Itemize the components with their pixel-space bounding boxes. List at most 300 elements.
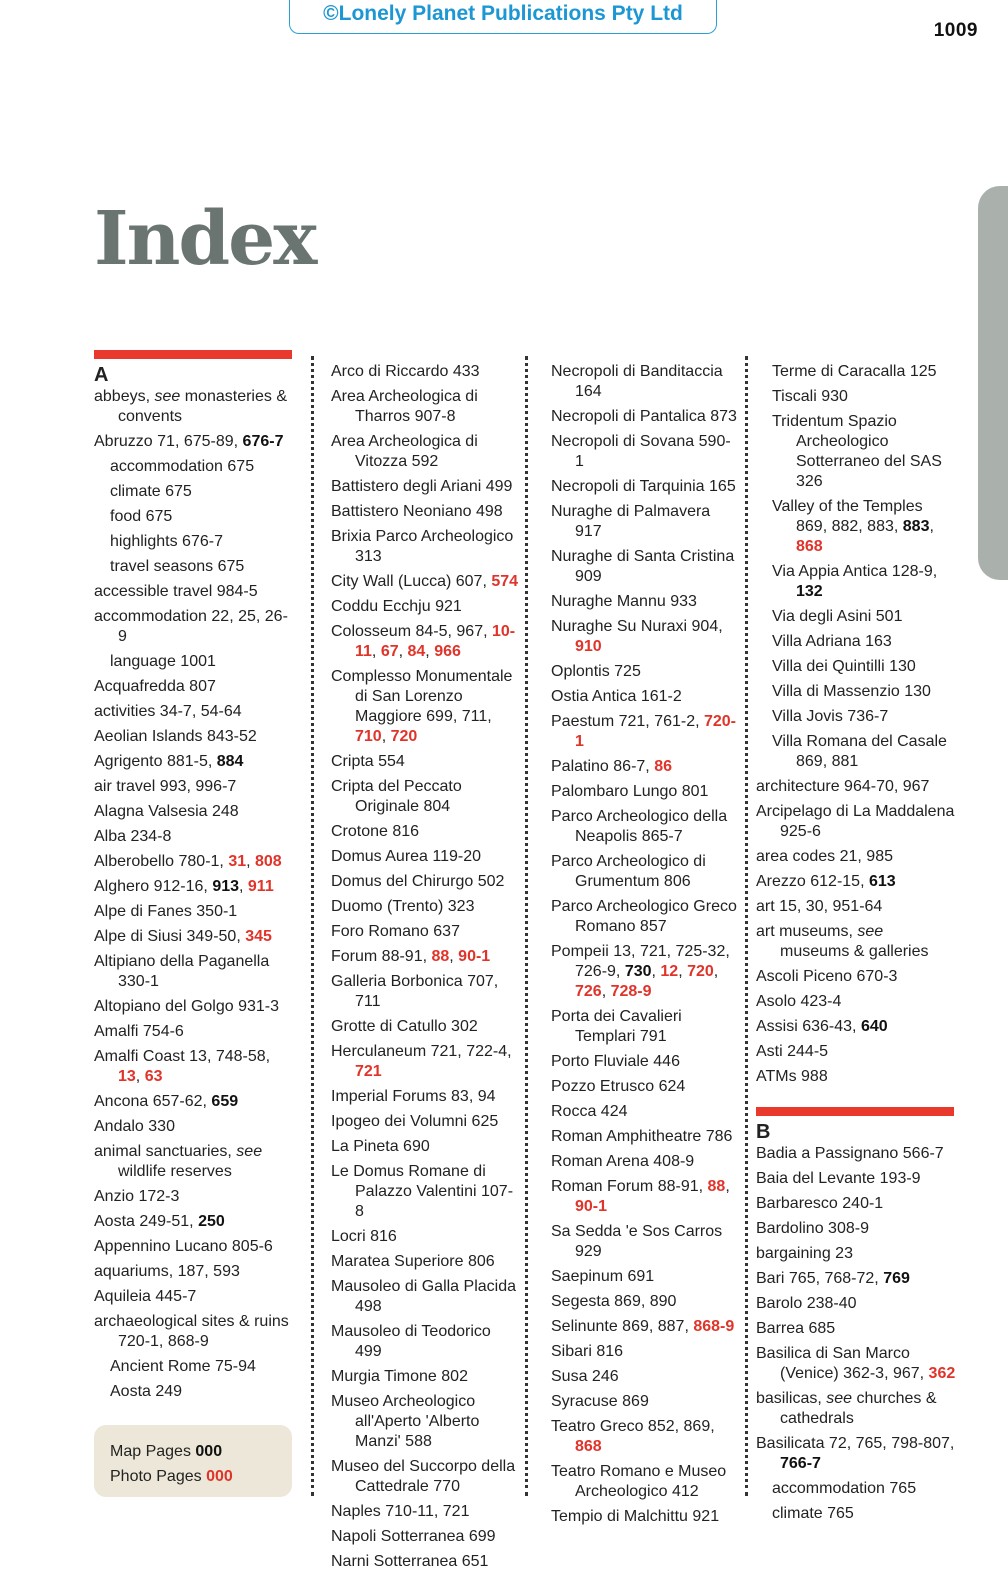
photo-page-ref: 910 (575, 638, 602, 655)
entry-text: Forum 88-91, (331, 948, 432, 965)
index-entry (94, 952, 294, 992)
index-subentry (756, 682, 956, 702)
photo-page-ref: 10-11 (355, 623, 516, 660)
index-entry (551, 477, 739, 497)
entry-text: , (678, 963, 688, 980)
index-entry (551, 897, 739, 937)
index-subentry (756, 387, 956, 407)
entry-text: Roman Arena 408-9 (551, 1153, 695, 1170)
index-column-3 (551, 362, 739, 1532)
index-subentry (94, 507, 294, 527)
index-entry (331, 777, 519, 817)
index-entry (551, 407, 739, 427)
entry-text: bargaining 23 (756, 1245, 853, 1262)
index-subentry (756, 632, 956, 652)
map-page-ref: 730 (624, 963, 652, 980)
photo-page-ref: 67 (380, 643, 399, 660)
photo-page-ref: 63 (144, 1068, 163, 1085)
index-entry (551, 1052, 739, 1072)
entry-text: Museo Archeologico all'Aperto 'Alberto Manzi' 588 (331, 1393, 480, 1450)
photo-page-ref: 88 (707, 1178, 726, 1195)
entry-text: activities 34-7, 54-64 (94, 703, 242, 720)
entry-text: , (398, 643, 408, 660)
photo-page-ref: 868-9 (693, 1318, 735, 1335)
index-entry (94, 827, 294, 847)
index-entry (551, 432, 739, 472)
entry-text: architecture 964-70, 967 (756, 778, 930, 795)
photo-page-ref: 13 (118, 1068, 136, 1085)
entry-text: Museo del Succorpo della Cattedrale 770 (331, 1458, 516, 1495)
entry-text: , (135, 1068, 145, 1085)
entry-text: Susa 246 (551, 1368, 619, 1385)
index-entry (94, 877, 294, 897)
entry-text: Asti 244-5 (756, 1043, 829, 1060)
entry-text: abbeys, (94, 388, 155, 405)
entry-text: Brixia Parco Archeologico 313 (331, 528, 514, 565)
photo-page-ref: 88 (431, 948, 450, 965)
index-entry (331, 847, 519, 867)
entry-text: Nuraghe Mannu 933 (551, 593, 697, 610)
index-entry (94, 1187, 294, 1207)
index-subentry (94, 652, 294, 672)
entry-text: ATMs 988 (756, 1068, 828, 1085)
photo-pages-legend (110, 1464, 292, 1489)
index-entry (331, 1227, 519, 1247)
entry-text: , (929, 518, 934, 535)
entry-text: Teatro Romano e Museo Archeologico 412 (551, 1463, 727, 1500)
index-entry (94, 1022, 294, 1042)
entry-text: City Wall (Lucca) 607, (331, 573, 492, 590)
index-subentry (756, 1479, 956, 1499)
entry-text: Coddu Ecchju 921 (331, 598, 462, 615)
index-entry (331, 1042, 519, 1082)
index-entry (551, 687, 739, 707)
entry-text: Badia a Passignano 566-7 (756, 1145, 944, 1162)
index-entry (331, 597, 519, 617)
photo-page-ref: 345 (245, 928, 272, 945)
entry-text: Terme di Caracalla 125 (772, 363, 937, 380)
photo-page-ref: 720 (390, 728, 418, 745)
index-entry (551, 1177, 739, 1217)
index-entry (331, 527, 519, 567)
index-entry (551, 1392, 739, 1412)
index-entry (756, 872, 956, 892)
index-entry (331, 897, 519, 917)
entry-text: Ancient Rome 75-94 (110, 1358, 256, 1375)
entry-text: La Pineta 690 (331, 1138, 430, 1155)
index-entry (94, 1262, 294, 1282)
entry-text: , (725, 1178, 730, 1195)
index-entry (551, 547, 739, 587)
map-page-ref: 640 (860, 1018, 888, 1035)
index-entry (551, 1102, 739, 1122)
index-entry (756, 1219, 956, 1239)
map-page-ref: 883 (902, 518, 930, 535)
index-entry (331, 572, 519, 592)
index-entry (331, 477, 519, 497)
index-entry (756, 1344, 956, 1384)
index-entry (331, 972, 519, 1012)
index-entry (94, 902, 294, 922)
entry-text: Aeolian Islands 843-52 (94, 728, 257, 745)
index-entry (756, 1144, 956, 1164)
photo-page-ref: 808 (255, 853, 282, 870)
photo-pages-label: Photo Pages (110, 1468, 202, 1485)
photo-page-ref: 720-1 (575, 713, 737, 750)
index-entry (756, 992, 956, 1012)
entry-text: Parco Archeologico della Neapolis 865-7 (551, 808, 728, 845)
entry-text: see (236, 1143, 263, 1160)
photo-page-ref: 90-1 (458, 948, 491, 965)
index-subentry (94, 1382, 294, 1402)
entry-text: Area Archeologica di Vitozza 592 (331, 433, 478, 470)
index-entry (551, 1077, 739, 1097)
entry-text: art 15, 30, 951-64 (756, 898, 883, 915)
index-entry (551, 1507, 739, 1527)
photo-page-ref: 721 (355, 1063, 382, 1080)
index-subentry (94, 532, 294, 552)
entry-text: Acquafredda 807 (94, 678, 216, 695)
entry-text: Battistero Neoniano 498 (331, 503, 503, 520)
index-entry (331, 502, 519, 522)
entry-text: air travel 993, 996-7 (94, 778, 237, 795)
index-subentry (756, 497, 956, 557)
entry-text: area codes 21, 985 (756, 848, 893, 865)
photo-pages-value: 000 (206, 1468, 233, 1485)
entry-text: Nuraghe di Santa Cristina 909 (551, 548, 735, 585)
index-entry (331, 1252, 519, 1272)
entry-text: Necropoli di Sovana 590-1 (551, 433, 731, 470)
entry-text: Villa di Massenzio 130 (772, 683, 931, 700)
photo-page-ref: 710 (355, 728, 382, 745)
entry-text: wildlife reserves (118, 1163, 232, 1180)
index-entry (551, 807, 739, 847)
map-pages-label: Map Pages (110, 1443, 191, 1460)
index-entry (331, 1277, 519, 1317)
entry-text: Roman Amphitheatre 786 (551, 1128, 733, 1145)
index-entry (331, 1162, 519, 1222)
index-entry (94, 582, 294, 602)
entry-text: Oplontis 725 (551, 663, 641, 680)
entry-text: Barolo 238-40 (756, 1295, 857, 1312)
page-number: 1009 (933, 20, 978, 41)
entry-text: museums & galleries (780, 943, 929, 960)
entry-text: animal sanctuaries, (94, 1143, 237, 1160)
entry-text: Pozzo Etrusco 624 (551, 1078, 686, 1095)
index-entry (94, 802, 294, 822)
legend-box (94, 1425, 292, 1497)
index-entry (551, 942, 739, 1002)
entry-text: Basilica di San Marco (Venice) 362-3, 967, (756, 1345, 929, 1382)
map-pages-value: 000 (195, 1443, 223, 1460)
entry-text: basilicas, (756, 1390, 827, 1407)
entry-text: Assisi 636-43, (756, 1018, 861, 1035)
index-entry (94, 997, 294, 1017)
index-entry (94, 1237, 294, 1257)
entry-text: Bari 765, 768-72, (756, 1270, 884, 1287)
index-entry (756, 802, 956, 842)
entry-text: accommodation 675 (110, 458, 255, 475)
entry-text: Palatino 86-7, (551, 758, 655, 775)
entry-text: Via Appia Antica 128-9, (772, 563, 938, 580)
index-entry (551, 852, 739, 892)
index-entry (331, 1367, 519, 1387)
entry-text: Ipogeo dei Volumni 625 (331, 1113, 499, 1130)
index-subentry (94, 1357, 294, 1377)
entry-text: , (381, 728, 391, 745)
entry-text: Grotte di Catullo 302 (331, 1018, 478, 1035)
index-entry (756, 897, 956, 917)
photo-page-ref: 362 (928, 1365, 956, 1382)
index-entry (551, 1267, 739, 1287)
entry-text: Narni Sotterranea 651 (331, 1553, 489, 1570)
entry-text: Villa Romana del Casale 869, 881 (772, 733, 947, 770)
index-column-2 (331, 362, 519, 1577)
index-entry (551, 782, 739, 802)
index-entry (331, 1322, 519, 1362)
entry-text: see (154, 388, 181, 405)
index-entry (756, 1169, 956, 1189)
index-entry (94, 927, 294, 947)
index-entry (551, 617, 739, 657)
entry-text: Battistero degli Ariani 499 (331, 478, 513, 495)
photo-page-ref: 911 (247, 878, 274, 895)
entry-text: Colosseum 84-5, 967, (331, 623, 492, 640)
entry-text: accommodation 765 (772, 1480, 917, 1497)
index-entry (331, 822, 519, 842)
entry-text: Basilicata 72, 765, 798-807, (756, 1435, 955, 1452)
index-entry (756, 1294, 956, 1314)
index-entry (331, 387, 519, 427)
index-entry (551, 712, 739, 752)
entry-text: Sa Sedda 'e Sos Carros 929 (551, 1223, 723, 1260)
column-separator (745, 356, 748, 1496)
index-entry (551, 662, 739, 682)
index-subentry (756, 707, 956, 727)
index-subentry (756, 562, 956, 602)
entry-text: Napoli Sotterranea 699 (331, 1528, 496, 1545)
index-entry (331, 752, 519, 772)
map-page-ref: 250 (198, 1213, 225, 1230)
map-page-ref: 659 (211, 1093, 239, 1110)
column-separator (525, 356, 528, 1496)
photo-page-ref: 720 (687, 963, 714, 980)
entry-text: Amalfi 754-6 (94, 1023, 184, 1040)
index-entry (756, 1017, 956, 1037)
entry-text: Domus del Chirurgo 502 (331, 873, 505, 890)
index-entry (756, 967, 956, 987)
entry-text: Aquileia 445-7 (94, 1288, 197, 1305)
index-entry (94, 607, 294, 647)
photo-page-ref: 12 (660, 963, 679, 980)
entry-text: Tempio di Malchittu 921 (551, 1508, 720, 1525)
entry-text: churches & cathedrals (780, 1390, 937, 1427)
index-entry (94, 727, 294, 747)
index-entry (756, 1389, 956, 1429)
index-entry (331, 1527, 519, 1547)
index-entry (94, 1047, 294, 1087)
entry-text: Mausoleo di Teodorico 499 (331, 1323, 491, 1360)
entry-text: climate 765 (772, 1505, 854, 1522)
index-subentry (94, 457, 294, 477)
side-thumb-tab (978, 186, 1008, 580)
index-column-4 (756, 362, 956, 1529)
entry-text: Arezzo 612-15, (756, 873, 869, 890)
index-entry (94, 387, 294, 427)
photo-page-ref: 868 (796, 538, 823, 555)
entry-text: language 1001 (110, 653, 216, 670)
entry-text: Baia del Levante 193-9 (756, 1170, 921, 1187)
entry-text: Cripta 554 (331, 753, 405, 770)
index-entry (331, 622, 519, 662)
index-entry (756, 847, 956, 867)
entry-text: Foro Romano 637 (331, 923, 460, 940)
entry-text: Necropoli di Banditaccia 164 (551, 363, 723, 400)
index-entry (551, 1152, 739, 1172)
index-entry (94, 1117, 294, 1137)
index-entry (331, 432, 519, 472)
entry-text: Palombaro Lungo 801 (551, 783, 709, 800)
index-subentry (756, 362, 956, 382)
entry-text: see (826, 1390, 853, 1407)
entry-text: Nuraghe di Palmavera 917 (551, 503, 711, 540)
entry-text: archaeological sites & ruins 720-1, 868-9 (94, 1313, 289, 1350)
entry-text: Villa Adriana 163 (772, 633, 892, 650)
entry-text: Asolo 423-4 (756, 993, 842, 1010)
photo-page-ref: 86 (654, 758, 672, 775)
index-entry (551, 362, 739, 402)
index-entry (331, 872, 519, 892)
index-entry (331, 1392, 519, 1452)
entry-text: Selinunte 869, 887, (551, 1318, 694, 1335)
index-entry (551, 757, 739, 777)
index-entry (94, 702, 294, 722)
entry-text: , (239, 878, 248, 895)
entry-text: monasteries & convents (118, 388, 287, 425)
index-entry (331, 922, 519, 942)
entry-text: Aosta 249 (110, 1383, 183, 1400)
index-entry (331, 362, 519, 382)
entry-text: Sibari 816 (551, 1343, 624, 1360)
entry-text: Appennino Lucano 805-6 (94, 1238, 273, 1255)
map-page-ref: 769 (883, 1270, 910, 1287)
entry-text: , (713, 963, 719, 980)
photo-page-ref: 31 (228, 853, 247, 870)
entry-text: Arco di Riccardo 433 (331, 363, 480, 380)
entry-text: Le Domus Romane di Palazzo Valentini 107-8 (331, 1163, 514, 1220)
index-entry (551, 1292, 739, 1312)
entry-text: Rocca 424 (551, 1103, 628, 1120)
entry-text: highlights 676-7 (110, 533, 223, 550)
entry-text: Arcipelago di La Maddalena 925-6 (756, 803, 955, 840)
entry-text: Amalfi Coast 13, 748-58, (94, 1048, 271, 1065)
entry-list (331, 362, 519, 1572)
entry-text: food 675 (110, 508, 173, 525)
entry-text: Villa dei Quintilli 130 (772, 658, 916, 675)
index-entry (551, 1222, 739, 1262)
entry-text: Segesta 869, 890 (551, 1293, 677, 1310)
entry-text: accessible travel 984-5 (94, 583, 258, 600)
entry-text: Aosta 249-51, (94, 1213, 199, 1230)
index-entry (551, 1462, 739, 1502)
index-entry (331, 1112, 519, 1132)
map-page-ref: 913 (212, 878, 240, 895)
entry-list (551, 362, 739, 1527)
entry-text: Ascoli Piceno 670-3 (756, 968, 898, 985)
entry-text: Tiscali 930 (772, 388, 848, 405)
entry-text: Ostia Antica 161-2 (551, 688, 682, 705)
entry-text: Bardolino 308-9 (756, 1220, 869, 1237)
entry-text: Necropoli di Pantalica 873 (551, 408, 737, 425)
entry-text: Parco Archeologico di Grumentum 806 (551, 853, 706, 890)
index-entry (551, 1417, 739, 1457)
entry-text: Alghero 912-16, (94, 878, 213, 895)
index-entry (756, 1194, 956, 1214)
entry-text: Andalo 330 (94, 1118, 175, 1135)
index-entry (94, 777, 294, 797)
entry-list (756, 1144, 956, 1524)
entry-text: accommodation 22, 25, 26-9 (94, 608, 288, 645)
index-entry (331, 1087, 519, 1107)
photo-page-ref: 728-9 (610, 983, 652, 1000)
entry-text: aquariums, 187, 593 (94, 1263, 240, 1280)
index-subentry (756, 732, 956, 772)
index-entry (551, 1317, 739, 1337)
index-subentry (94, 557, 294, 577)
index-entry (331, 1137, 519, 1157)
map-page-ref: 676-7 (242, 433, 284, 450)
photo-page-ref: 90-1 (575, 1198, 608, 1215)
entry-text: Abruzzo 71, 675-89, (94, 433, 243, 450)
index-entry (756, 1319, 956, 1339)
map-page-ref: 884 (216, 753, 244, 770)
entry-text: Ancona 657-62, (94, 1093, 212, 1110)
index-entry (756, 1244, 956, 1264)
index-entry (94, 1092, 294, 1112)
entry-text: travel seasons 675 (110, 558, 245, 575)
photo-page-ref: 726 (575, 983, 602, 1000)
index-entry (551, 1342, 739, 1362)
index-subentry (756, 1504, 956, 1524)
entry-text: Area Archeologica di Tharros 907-8 (331, 388, 478, 425)
entry-text: Valley of the Temples 869, 882, 883, (772, 498, 923, 535)
map-page-ref: 132 (796, 583, 823, 600)
entry-text: see (857, 923, 884, 940)
entry-text: Anzio 172-3 (94, 1188, 180, 1205)
index-entry (756, 777, 956, 797)
entry-text: Cripta del Peccato Originale 804 (331, 778, 462, 815)
index-subentry (756, 412, 956, 492)
section-letter-b: B (756, 1121, 771, 1143)
index-entry (331, 1502, 519, 1522)
entry-text: , (425, 643, 435, 660)
entry-text: , (246, 853, 255, 870)
entry-text: , (651, 963, 661, 980)
index-entry (756, 922, 956, 962)
letter-bar (94, 350, 292, 359)
entry-text: Pompeii 13, 721, 725-32, 726-9, (551, 943, 730, 980)
index-entry (331, 1017, 519, 1037)
index-entry (756, 1042, 956, 1062)
map-page-ref: 613 (868, 873, 896, 890)
index-entry (331, 1552, 519, 1572)
entry-list (94, 387, 294, 1402)
index-entry (94, 1287, 294, 1307)
copyright-banner: ©Lonely Planet Publications Pty Ltd (289, 0, 717, 34)
entry-text: Locri 816 (331, 1228, 397, 1245)
index-subentry (756, 607, 956, 627)
entry-text: art museums, (756, 923, 858, 940)
